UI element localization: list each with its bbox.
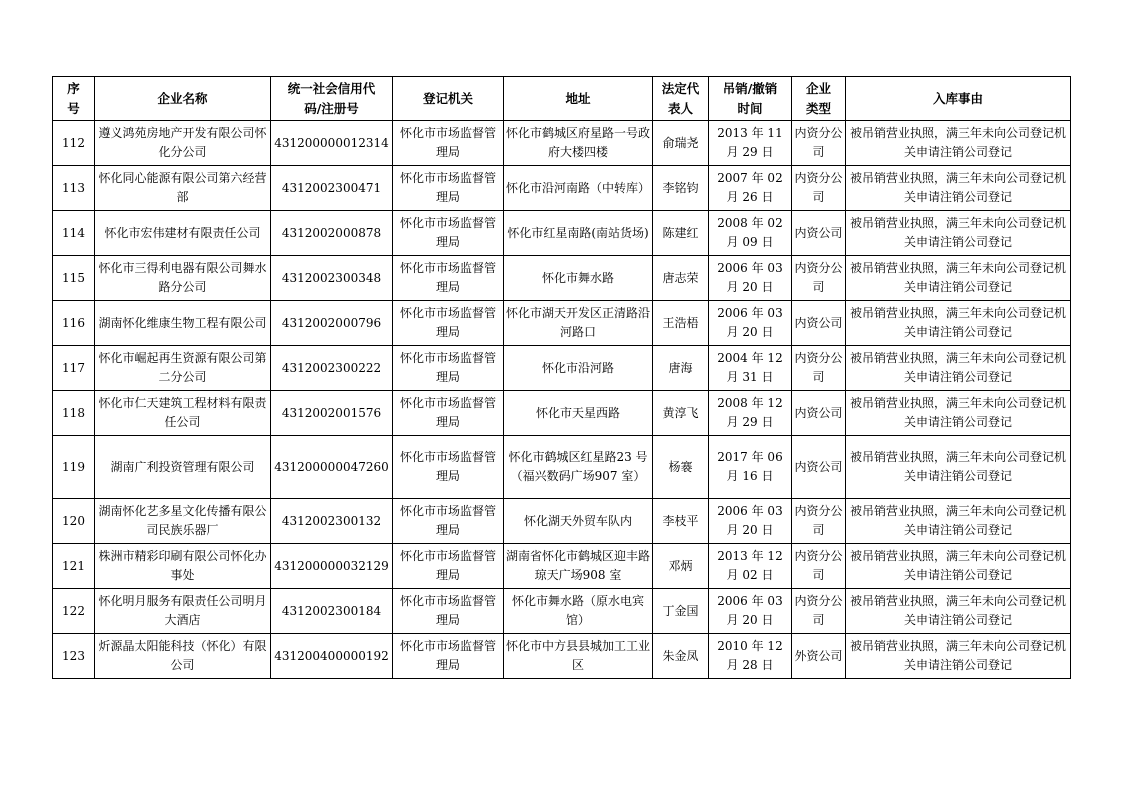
reason-cell: 被吊销营业执照，满三年未向公司登记机关申请注销公司登记 [846,391,1071,436]
table-row [53,346,1071,391]
credit-code-cell: 4312002300184 [271,589,393,634]
table-row [53,499,1071,544]
company-name-cell: 遵义鸿苑房地产开发有限公司怀化分公司 [95,121,271,166]
registration-authority-cell: 怀化市市场监督管理局 [393,121,504,166]
credit-code-cell: 4312002300348 [271,256,393,301]
legal-representative-cell: 黄淳飞 [653,391,709,436]
address-cell: 怀化市湖天开发区正清路沿河路口 [504,301,653,346]
revocation-date-cell: 2007 年 02 月 26 日 [709,166,792,211]
header-cell: 地址 [504,77,653,121]
company-type-cell: 内资分公司 [792,166,846,211]
registration-authority-cell: 怀化市市场监督管理局 [393,634,504,679]
credit-code-cell: 4312002300222 [271,346,393,391]
legal-representative-cell: 朱金凤 [653,634,709,679]
company-name-cell: 怀化明月服务有限责任公司明月大酒店 [95,589,271,634]
table-row [53,211,1071,256]
credit-code-cell: 4312002001576 [271,391,393,436]
credit-code-cell: 4312002000878 [271,211,393,256]
table-row [53,589,1071,634]
reason-cell: 被吊销营业执照，满三年未向公司登记机关申请注销公司登记 [846,436,1071,499]
revocation-date-cell: 2017 年 06 月 16 日 [709,436,792,499]
row-number-cell: 113 [53,166,95,211]
company-type-cell: 内资分公司 [792,346,846,391]
legal-representative-cell: 陈建红 [653,211,709,256]
legal-representative-cell: 李铭钧 [653,166,709,211]
company-name-cell: 怀化市宏伟建材有限责任公司 [95,211,271,256]
address-cell: 怀化市鹤城区府星路一号政府大楼四楼 [504,121,653,166]
revocation-date-cell: 2006 年 03 月 20 日 [709,589,792,634]
company-type-cell: 内资分公司 [792,589,846,634]
credit-code-cell: 4312002000796 [271,301,393,346]
registration-authority-cell: 怀化市市场监督管理局 [393,256,504,301]
company-name-cell: 株洲市精彩印刷有限公司怀化办事处 [95,544,271,589]
table-row [53,391,1071,436]
reason-cell: 被吊销营业执照，满三年未向公司登记机关申请注销公司登记 [846,166,1071,211]
company-name-cell: 怀化市崛起再生资源有限公司第二分公司 [95,346,271,391]
row-number-cell: 121 [53,544,95,589]
registration-authority-cell: 怀化市市场监督管理局 [393,589,504,634]
legal-representative-cell: 李枝平 [653,499,709,544]
header-cell: 入库事由 [846,77,1071,121]
address-cell: 怀化市舞水路 [504,256,653,301]
registration-authority-cell: 怀化市市场监督管理局 [393,301,504,346]
address-cell: 怀化市舞水路（原水电宾馆） [504,589,653,634]
credit-code-cell: 4312002300471 [271,166,393,211]
company-type-cell: 外资公司 [792,634,846,679]
credit-code-cell: 4312002300132 [271,499,393,544]
company-type-cell: 内资分公司 [792,121,846,166]
credit-code-cell: 431200400000192 [271,634,393,679]
header-cell: 法定代 表人 [653,77,709,121]
address-cell: 怀化市中方县县城加工工业区 [504,634,653,679]
table-row [53,634,1071,679]
reason-cell: 被吊销营业执照，满三年未向公司登记机关申请注销公司登记 [846,499,1071,544]
header-cell: 吊销/撤销 时间 [709,77,792,121]
reason-cell: 被吊销营业执照，满三年未向公司登记机关申请注销公司登记 [846,256,1071,301]
revoked-enterprise-table [52,76,1071,679]
company-type-cell: 内资分公司 [792,256,846,301]
credit-code-cell: 431200000012314 [271,121,393,166]
row-number-cell: 122 [53,589,95,634]
revocation-date-cell: 2010 年 12 月 28 日 [709,634,792,679]
table-row [53,436,1071,499]
row-number-cell: 115 [53,256,95,301]
table-body [53,121,1071,679]
credit-code-cell: 431200000032129 [271,544,393,589]
header-cell: 企业名称 [95,77,271,121]
company-name-cell: 湖南广利投资管理有限公司 [95,436,271,499]
legal-representative-cell: 唐海 [653,346,709,391]
revocation-date-cell: 2013 年 12 月 02 日 [709,544,792,589]
revocation-date-cell: 2006 年 03 月 20 日 [709,256,792,301]
address-cell: 怀化市鹤城区红星路23 号（福兴数码广场907 室） [504,436,653,499]
company-name-cell: 怀化同心能源有限公司第六经营部 [95,166,271,211]
reason-cell: 被吊销营业执照，满三年未向公司登记机关申请注销公司登记 [846,589,1071,634]
row-number-cell: 114 [53,211,95,256]
legal-representative-cell: 唐志荣 [653,256,709,301]
row-number-cell: 123 [53,634,95,679]
row-number-cell: 112 [53,121,95,166]
registration-authority-cell: 怀化市市场监督管理局 [393,544,504,589]
reason-cell: 被吊销营业执照，满三年未向公司登记机关申请注销公司登记 [846,301,1071,346]
revocation-date-cell: 2013 年 11 月 29 日 [709,121,792,166]
revocation-date-cell: 2008 年 02 月 09 日 [709,211,792,256]
table-header-row [53,77,1071,121]
table-row [53,166,1071,211]
address-cell: 怀化市天星西路 [504,391,653,436]
company-type-cell: 内资分公司 [792,499,846,544]
reason-cell: 被吊销营业执照，满三年未向公司登记机关申请注销公司登记 [846,346,1071,391]
revocation-date-cell: 2004 年 12 月 31 日 [709,346,792,391]
address-cell: 怀化市沿河路 [504,346,653,391]
legal-representative-cell: 俞瑞尧 [653,121,709,166]
company-name-cell: 炘源晶太阳能科技（怀化）有限公司 [95,634,271,679]
company-name-cell: 怀化市三得利电器有限公司舞水路分公司 [95,256,271,301]
registration-authority-cell: 怀化市市场监督管理局 [393,436,504,499]
row-number-cell: 116 [53,301,95,346]
reason-cell: 被吊销营业执照，满三年未向公司登记机关申请注销公司登记 [846,634,1071,679]
revocation-date-cell: 2008 年 12 月 29 日 [709,391,792,436]
address-cell: 湖南省怀化市鹤城区迎丰路琼天广场908 室 [504,544,653,589]
registration-authority-cell: 怀化市市场监督管理局 [393,346,504,391]
company-type-cell: 内资公司 [792,391,846,436]
company-type-cell: 内资公司 [792,301,846,346]
row-number-cell: 117 [53,346,95,391]
company-name-cell: 湖南怀化艺多星文化传播有限公司民族乐器厂 [95,499,271,544]
registration-authority-cell: 怀化市市场监督管理局 [393,499,504,544]
table-row [53,544,1071,589]
company-name-cell: 怀化市仁天建筑工程材料有限责任公司 [95,391,271,436]
header-cell: 企业 类型 [792,77,846,121]
company-type-cell: 内资公司 [792,436,846,499]
revoked-enterprise-table-page [52,76,1070,679]
legal-representative-cell: 丁金国 [653,589,709,634]
row-number-cell: 119 [53,436,95,499]
header-cell: 序 号 [53,77,95,121]
reason-cell: 被吊销营业执照，满三年未向公司登记机关申请注销公司登记 [846,211,1071,256]
legal-representative-cell: 杨褰 [653,436,709,499]
reason-cell: 被吊销营业执照，满三年未向公司登记机关申请注销公司登记 [846,121,1071,166]
address-cell: 怀化市沿河南路（中转库） [504,166,653,211]
row-number-cell: 120 [53,499,95,544]
table-row [53,121,1071,166]
company-type-cell: 内资公司 [792,211,846,256]
company-type-cell: 内资分公司 [792,544,846,589]
address-cell: 怀化湖天外贸车队内 [504,499,653,544]
row-number-cell: 118 [53,391,95,436]
legal-representative-cell: 邓炳 [653,544,709,589]
company-name-cell: 湖南怀化维康生物工程有限公司 [95,301,271,346]
table-row [53,301,1071,346]
credit-code-cell: 431200000047260 [271,436,393,499]
header-cell: 统一社会信用代 码/注册号 [271,77,393,121]
legal-representative-cell: 王浩梧 [653,301,709,346]
registration-authority-cell: 怀化市市场监督管理局 [393,211,504,256]
revocation-date-cell: 2006 年 03 月 20 日 [709,499,792,544]
address-cell: 怀化市红星南路(南站货场) [504,211,653,256]
registration-authority-cell: 怀化市市场监督管理局 [393,166,504,211]
header-cell: 登记机关 [393,77,504,121]
table-row [53,256,1071,301]
reason-cell: 被吊销营业执照，满三年未向公司登记机关申请注销公司登记 [846,544,1071,589]
registration-authority-cell: 怀化市市场监督管理局 [393,391,504,436]
revocation-date-cell: 2006 年 03 月 20 日 [709,301,792,346]
